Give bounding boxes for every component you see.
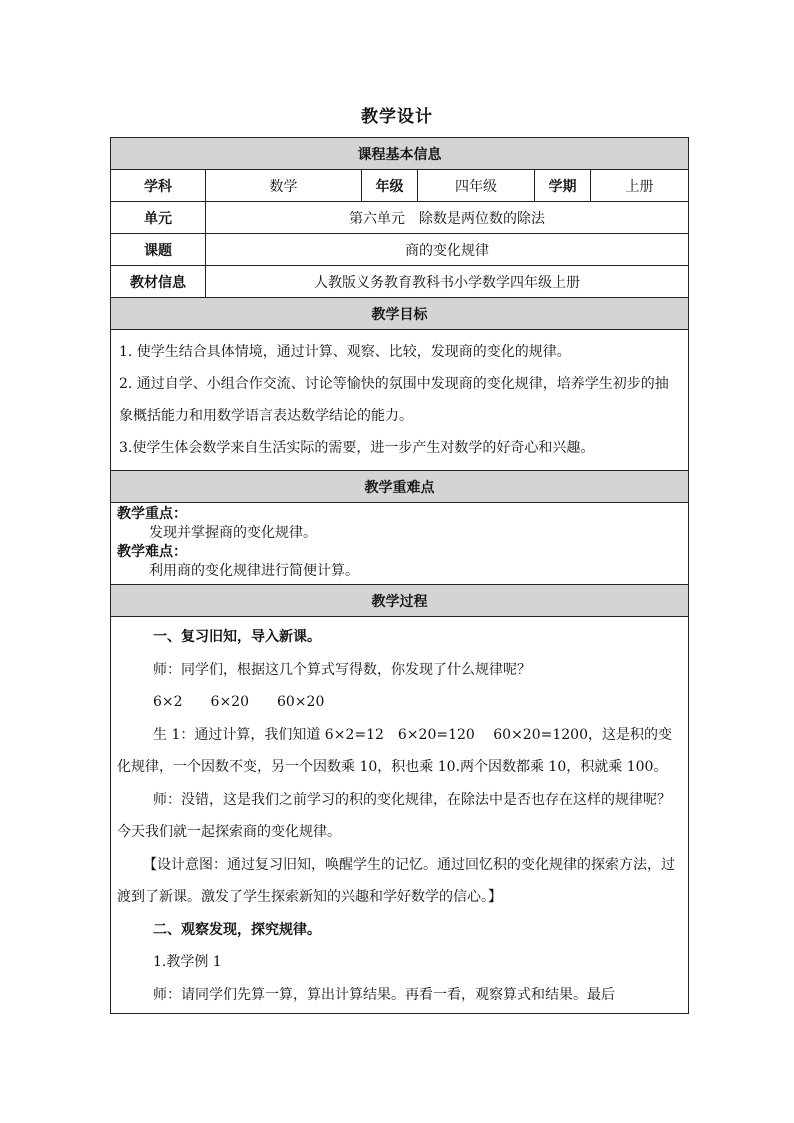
section-header-process: 教学过程 <box>111 585 689 617</box>
subject-value: 数学 <box>206 170 362 202</box>
design-intent-note: 【设计意图：通过复习旧知，唤醒学生的记忆。通过回忆积的变化规律的探索方法，过渡到了新课。激发了学生探索新知的兴趣和学好数学的信心。】 <box>117 856 675 905</box>
subject-label: 学科 <box>111 170 206 202</box>
process-paragraph: 师：没错，这是我们之前学习的积的变化规律，在除法中是否也存在这样的规律呢？今天我们就一起探索商的变化规律。 <box>117 791 671 840</box>
focus-text: 发现并掌握商的变化规律。 <box>149 525 317 541</box>
objective-item: 1. 使学生结合具体情境，通过计算、观察、比较，发现商的变化的规律。 <box>119 344 571 360</box>
process-paragraph: 1.教学例 1 <box>153 954 222 970</box>
unit-value: 第六单元 除数是两位数的除法 <box>206 202 689 234</box>
material-value: 人教版义务教育教科书小学数学四年级上册 <box>206 266 689 298</box>
grade-value: 四年级 <box>418 170 535 202</box>
process-paragraph: 师：请同学们先算一算，算出计算结果。再看一看，观察算式和结果。最后 <box>153 986 615 1003</box>
unit-label: 单元 <box>111 202 206 234</box>
process-expressions: 6×2 6×20 60×20 <box>153 694 325 710</box>
grade-label: 年级 <box>362 170 418 202</box>
difficulty-label: 教学难点： <box>117 544 187 560</box>
lesson-plan-table <box>110 137 689 1014</box>
material-label: 教材信息 <box>111 266 206 298</box>
objective-item: 2. 通过自学、小组合作交流、讨论等愉快的氛围中发现商的变化规律，培养学生初步的抽象概括能力和用数学语言表达数学结论的能力。 <box>119 376 669 424</box>
section-header-objectives: 教学目标 <box>111 298 689 330</box>
section-header-key-points: 教学重难点 <box>111 471 689 503</box>
process-paragraph: 师：同学们，根据这几个算式写得数，你发现了什么规律呢？ <box>153 661 531 678</box>
objective-item: 3.使学生体会数学来自生活实际的需要，进一步产生对数学的好奇心和兴趣。 <box>119 440 595 456</box>
section-header-basic-info: 课程基本信息 <box>111 138 689 170</box>
focus-label: 教学重点： <box>117 506 187 522</box>
objectives-cell <box>111 330 689 471</box>
process-step-heading: 二、观察发现，探究规律。 <box>153 921 321 938</box>
key-points-cell <box>111 503 689 585</box>
topic-label: 课题 <box>111 234 206 266</box>
term-label: 学期 <box>535 170 591 202</box>
topic-value: 商的变化规律 <box>206 234 689 266</box>
process-paragraph: 生 1：通过计算，我们知道 6×2=12 6×20=120 60×20=1200，这是积的变化规律，一个因数不变，另一个因数乘 10，积也乘 10.两个因数都乘 10，积就乘 100。 <box>117 726 672 775</box>
process-cell <box>111 617 689 1014</box>
term-value: 上册 <box>591 170 689 202</box>
process-step-heading: 一、复习旧知，导入新课。 <box>153 629 321 645</box>
document-title: 教学设计 <box>361 107 433 127</box>
difficulty-text: 利用商的变化规律进行简便计算。 <box>149 563 359 579</box>
